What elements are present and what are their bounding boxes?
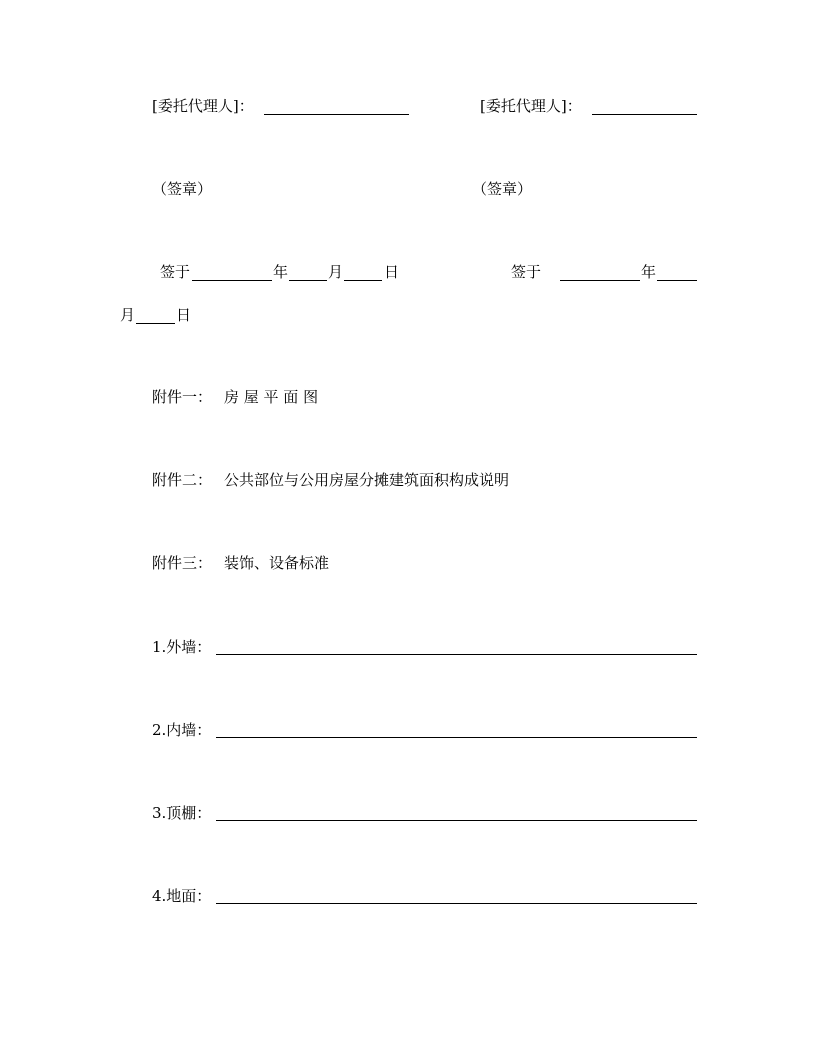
right-year-field[interactable] bbox=[560, 280, 640, 281]
right-seal-label: （签章） bbox=[472, 180, 533, 198]
left-seal-label: （签章） bbox=[152, 180, 213, 198]
standard-exterior-wall-label: 1.外墙： bbox=[152, 638, 212, 656]
attachment-3-label: 附件三： bbox=[152, 554, 213, 572]
right-day-label: 日 bbox=[176, 306, 192, 324]
left-year-label: 年 bbox=[273, 263, 289, 281]
left-month-label: 月 bbox=[328, 263, 344, 281]
left-agent-field[interactable] bbox=[264, 114, 409, 115]
attachment-2-label: 附件二： bbox=[152, 471, 213, 489]
standard-ceiling-field[interactable] bbox=[216, 820, 697, 821]
standard-interior-wall-field[interactable] bbox=[216, 737, 697, 738]
standard-floor-field[interactable] bbox=[216, 903, 697, 904]
left-day-label: 日 bbox=[384, 263, 400, 281]
right-agent-field[interactable] bbox=[592, 114, 697, 115]
right-year-label: 年 bbox=[641, 263, 657, 281]
right-month-label: 月 bbox=[120, 306, 136, 324]
right-agent-label: [委托代理人]： bbox=[480, 97, 582, 115]
standard-interior-wall-label: 2.内墙： bbox=[152, 721, 212, 739]
left-day-field[interactable] bbox=[344, 280, 382, 281]
attachment-1-label: 附件一： bbox=[152, 388, 213, 406]
left-year-field[interactable] bbox=[192, 280, 272, 281]
left-agent-label: [委托代理人]： bbox=[152, 97, 254, 115]
attachment-3-text: 装饰、设备标准 bbox=[224, 554, 330, 572]
standard-exterior-wall-field[interactable] bbox=[216, 654, 697, 655]
left-signed-at: 签于 bbox=[160, 263, 191, 281]
standard-ceiling-label: 3.顶棚： bbox=[152, 804, 212, 822]
left-month-field[interactable] bbox=[289, 280, 327, 281]
attachment-1-text: 房 屋 平 面 图 bbox=[224, 388, 319, 406]
standard-floor-label: 4.地面： bbox=[152, 887, 212, 905]
right-month-field[interactable] bbox=[657, 280, 697, 281]
attachment-2-text: 公共部位与公用房屋分摊建筑面积构成说明 bbox=[224, 471, 510, 489]
right-day-field[interactable] bbox=[136, 323, 175, 324]
right-signed-at: 签于 bbox=[511, 263, 542, 281]
